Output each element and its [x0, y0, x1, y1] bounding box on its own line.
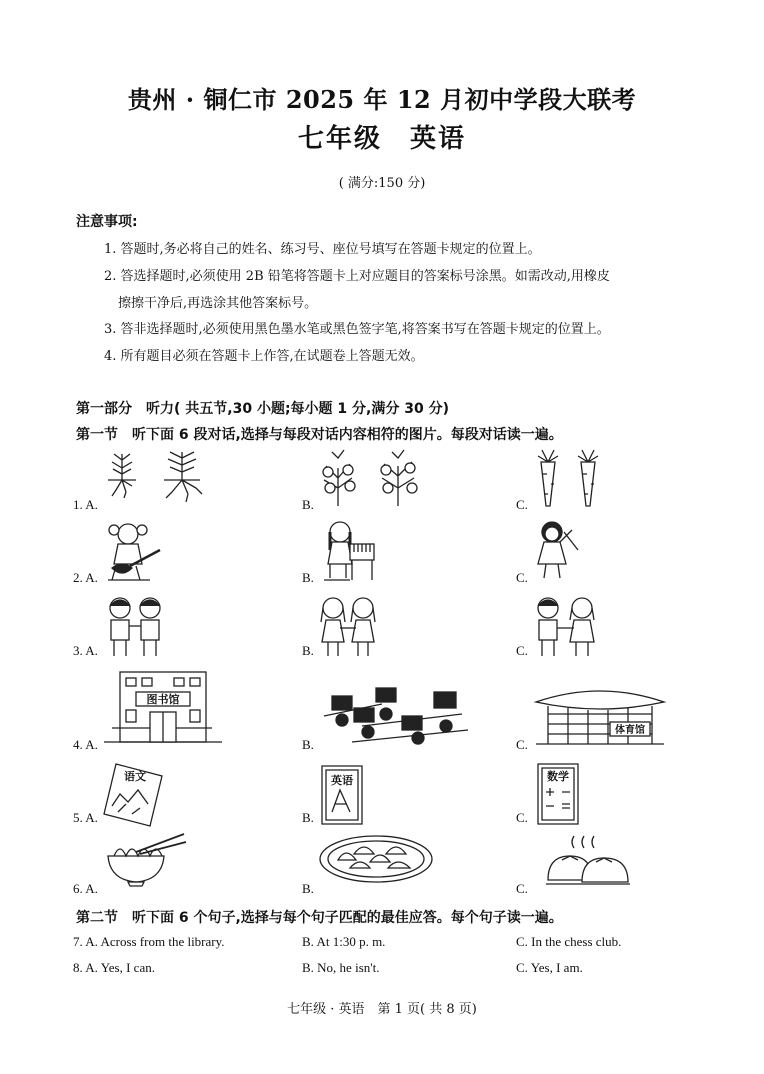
notice-item-2-continued: 擦擦干净后,再选涂其他答案标号。: [118, 296, 318, 311]
notice-heading: 注意事项:: [76, 214, 138, 230]
chinese-book-title: 语文: [124, 770, 146, 783]
q4-option-b-label: B.: [302, 737, 314, 752]
dumplings-plate-image: [318, 834, 434, 884]
two-boys-image: [104, 596, 168, 660]
steamed-buns-image: [544, 834, 632, 888]
math-book-title: 数学: [547, 770, 569, 783]
q1-option-c-label: C.: [516, 497, 528, 512]
library-building-image: [102, 668, 224, 746]
english-book-image: [318, 764, 366, 826]
q3-option-c-label: C.: [516, 643, 528, 658]
q7-option-b: B. At 1:30 p. m.: [302, 934, 386, 949]
math-book-image: [534, 762, 582, 826]
girl-guitar-image: [106, 520, 164, 582]
notice-item-4: 4. 所有题目必须在答题卡上作答,在试题卷上答题无效。: [104, 349, 424, 364]
section2-heading: 第二节 听下面 6 个句子,选择与每个句子匹配的最佳应答。每个句子读一遍。: [76, 910, 563, 926]
fruit-trees-image: [318, 448, 430, 510]
girl-violin-image: [534, 520, 582, 582]
q4-option-a-label: 4. A.: [73, 737, 98, 752]
exam-title: 贵州 · 铜仁市 2025 年 12 月初中学段大联考: [127, 85, 637, 114]
q6-option-a-label: 6. A.: [73, 881, 98, 896]
full-score: ( 满分:150 分): [338, 176, 426, 191]
notice-item-2: 2. 答选择题时,必须使用 2B 铅笔将答题卡上对应题目的答案标号涂黑。如需改动,用橡皮: [104, 269, 610, 284]
plants-with-roots-image: [104, 450, 214, 510]
q6-option-b-label: B.: [302, 881, 314, 896]
q7-option-c: C. In the chess club.: [516, 934, 622, 949]
q4-option-c-label: C.: [516, 737, 528, 752]
q5-option-c-label: C.: [516, 810, 528, 825]
exam-subtitle: 七年级 英语: [297, 124, 466, 154]
two-girls-image: [318, 596, 378, 660]
q1-option-a-label: 1. A.: [73, 497, 98, 512]
carrots-image: [532, 448, 606, 512]
q6-option-c-label: C.: [516, 881, 528, 896]
english-book-title: 英语: [331, 774, 353, 787]
girl-piano-image: [320, 520, 376, 582]
q2-option-c-label: C.: [516, 570, 528, 585]
q5-option-b-label: B.: [302, 810, 314, 825]
chinese-book-image: [102, 762, 166, 828]
gym-building-image: [534, 686, 666, 748]
q2-option-b-label: B.: [302, 570, 314, 585]
noodles-bowl-image: [106, 832, 188, 888]
q2-option-a-label: 2. A.: [73, 570, 98, 585]
computer-room-image: [322, 686, 470, 746]
gym-sign: 体育馆: [615, 725, 645, 736]
notice-item-3: 3. 答非选择题时,必须使用黑色墨水笔或黑色签字笔,将答案书写在答题卡规定的位置上。: [104, 322, 610, 337]
section1-heading: 第一节 听下面 6 段对话,选择与每段对话内容相符的图片。每段对话读一遍。: [76, 427, 563, 443]
q5-option-a-label: 5. A.: [73, 810, 98, 825]
q1-option-b-label: B.: [302, 497, 314, 512]
q8-option-b: B. No, he isn't.: [302, 960, 380, 975]
notice-item-1: 1. 答题时,务必将自己的姓名、练习号、座位号填写在答题卡规定的位置上。: [104, 242, 541, 257]
q3-option-a-label: 3. A.: [73, 643, 98, 658]
q7-option-a: 7. A. Across from the library.: [73, 934, 225, 949]
library-sign: 图书馆: [146, 693, 180, 706]
q8-option-c: C. Yes, I am.: [516, 960, 583, 975]
part1-heading: 第一部分 听力( 共五节,30 小题;每小题 1 分,满分 30 分): [76, 401, 449, 417]
q8-option-a: 8. A. Yes, I can.: [73, 960, 155, 975]
q3-option-b-label: B.: [302, 643, 314, 658]
boy-and-girl-image: [532, 596, 598, 660]
page-footer: 七年级 · 英语 第 1 页( 共 8 页): [287, 1002, 477, 1017]
